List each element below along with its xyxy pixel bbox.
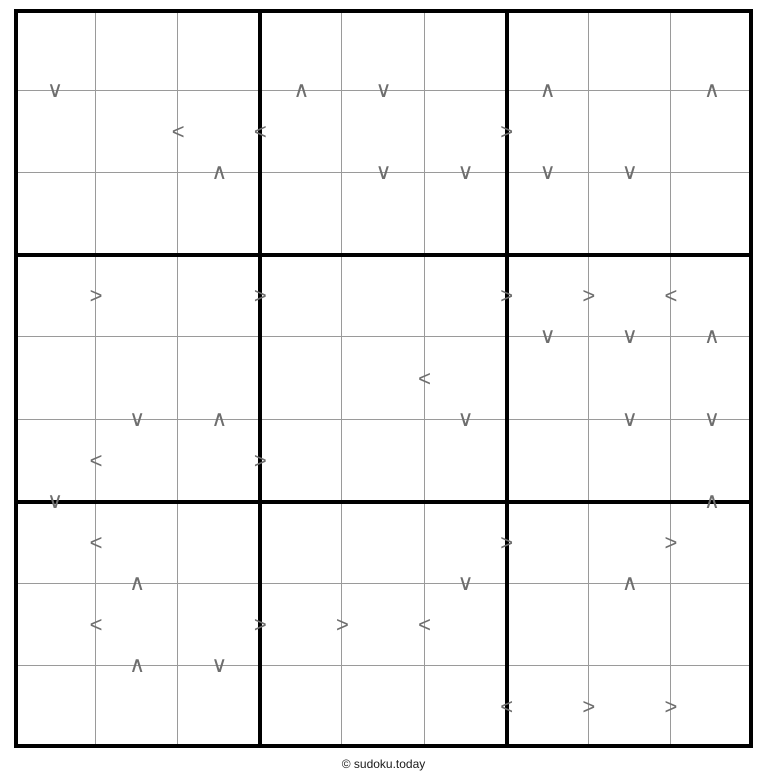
sudoku-cell[interactable] bbox=[507, 502, 589, 584]
sudoku-cell[interactable] bbox=[14, 666, 96, 748]
sudoku-cell[interactable] bbox=[589, 173, 671, 255]
comparison-sign-vertical: ∨ bbox=[129, 405, 146, 431]
sudoku-cell[interactable] bbox=[671, 91, 753, 173]
sudoku-cell[interactable] bbox=[507, 420, 589, 502]
comparison-sign-vertical: ∨ bbox=[457, 569, 474, 595]
comparison-sign-vertical: ∨ bbox=[375, 159, 392, 185]
sudoku-cell[interactable] bbox=[96, 666, 178, 748]
sudoku-cell[interactable] bbox=[14, 584, 96, 666]
block-line-horizontal bbox=[14, 500, 753, 504]
comparison-sign-vertical: ∧ bbox=[211, 159, 228, 185]
comparison-sign-vertical: ∨ bbox=[211, 651, 228, 677]
sudoku-board[interactable] bbox=[14, 9, 753, 748]
sudoku-cell[interactable] bbox=[425, 584, 507, 666]
sudoku-cell[interactable] bbox=[425, 666, 507, 748]
sudoku-cell[interactable] bbox=[671, 502, 753, 584]
sudoku-cell[interactable] bbox=[342, 666, 424, 748]
sudoku-cell[interactable] bbox=[507, 666, 589, 748]
comparison-sign-vertical: ∧ bbox=[703, 77, 720, 103]
sudoku-cell[interactable] bbox=[342, 255, 424, 337]
sudoku-cell[interactable] bbox=[178, 173, 260, 255]
comparison-sign-horizontal: < bbox=[418, 611, 431, 637]
sudoku-cell[interactable] bbox=[342, 420, 424, 502]
comparison-sign-vertical: ∧ bbox=[621, 569, 638, 595]
sudoku-cell[interactable] bbox=[260, 91, 342, 173]
block-line-vertical bbox=[14, 9, 18, 748]
sudoku-cell[interactable] bbox=[96, 91, 178, 173]
sudoku-cell[interactable] bbox=[425, 255, 507, 337]
comparison-sign-vertical: ∧ bbox=[703, 487, 720, 513]
comparison-sign-vertical: ∨ bbox=[703, 405, 720, 431]
comparison-sign-horizontal: < bbox=[89, 529, 103, 555]
comparison-sign-horizontal: > bbox=[253, 447, 267, 473]
sudoku-cell[interactable] bbox=[671, 173, 753, 255]
sudoku-cell[interactable] bbox=[14, 337, 96, 419]
sudoku-cell[interactable] bbox=[342, 173, 424, 255]
sudoku-cell[interactable] bbox=[507, 337, 589, 419]
sudoku-cell[interactable] bbox=[589, 9, 671, 91]
comparison-sign-vertical: ∨ bbox=[46, 77, 64, 103]
footer-credit: © sudoku.today bbox=[341, 757, 426, 771]
sudoku-cell[interactable] bbox=[589, 584, 671, 666]
comparison-sign-vertical: ∧ bbox=[129, 651, 146, 677]
sudoku-cell[interactable] bbox=[342, 584, 424, 666]
comparison-sign-horizontal: < bbox=[500, 693, 514, 719]
comparison-sign-vertical: ∨ bbox=[621, 159, 638, 185]
sudoku-cell[interactable] bbox=[425, 9, 507, 91]
sudoku-cell[interactable] bbox=[96, 420, 178, 502]
comparison-sign-vertical: ∨ bbox=[621, 323, 638, 349]
comparison-sign-horizontal: > bbox=[253, 611, 267, 637]
sudoku-cell[interactable] bbox=[96, 9, 178, 91]
comparison-sign-vertical: ∧ bbox=[211, 405, 228, 431]
sudoku-cell[interactable] bbox=[178, 502, 260, 584]
comparison-sign-horizontal: < bbox=[171, 119, 185, 145]
sudoku-cell[interactable] bbox=[14, 173, 96, 255]
sudoku-cell[interactable] bbox=[342, 502, 424, 584]
sudoku-cell[interactable] bbox=[507, 584, 589, 666]
sudoku-cell[interactable] bbox=[14, 91, 96, 173]
comparison-sign-horizontal: > bbox=[89, 283, 103, 309]
sudoku-cell[interactable] bbox=[589, 666, 671, 748]
comparison-sign-vertical: ∧ bbox=[539, 77, 556, 103]
sudoku-cell[interactable] bbox=[96, 173, 178, 255]
sudoku-cell[interactable] bbox=[671, 584, 753, 666]
sudoku-cell[interactable] bbox=[96, 255, 178, 337]
comparison-sign-horizontal: < bbox=[253, 119, 267, 145]
comparison-sign-horizontal: > bbox=[664, 529, 678, 555]
sudoku-cell[interactable] bbox=[260, 584, 342, 666]
comparison-sign-vertical: ∨ bbox=[621, 405, 638, 431]
comparison-sign-horizontal: > bbox=[253, 283, 267, 309]
comparison-sign-horizontal: < bbox=[89, 447, 103, 473]
sudoku-cell[interactable] bbox=[260, 420, 342, 502]
comparison-sign-vertical: ∨ bbox=[457, 159, 474, 185]
sudoku-cell[interactable] bbox=[260, 666, 342, 748]
comparison-sign-horizontal: > bbox=[582, 283, 596, 309]
comparison-sign-horizontal: > bbox=[500, 283, 514, 309]
comparison-sign-vertical: ∨ bbox=[539, 159, 556, 185]
sudoku-cell[interactable] bbox=[178, 666, 260, 748]
comparison-sign-horizontal: > bbox=[336, 611, 349, 637]
sudoku-grid[interactable] bbox=[14, 9, 753, 748]
sudoku-cell[interactable] bbox=[260, 255, 342, 337]
comparison-sign-vertical: ∨ bbox=[539, 323, 556, 349]
comparison-sign-vertical: ∧ bbox=[703, 323, 720, 349]
block-line-horizontal bbox=[14, 9, 753, 13]
block-line-horizontal bbox=[14, 744, 753, 748]
sudoku-cell[interactable] bbox=[260, 502, 342, 584]
comparison-sign-horizontal: > bbox=[500, 529, 514, 555]
comparison-sign-horizontal: > bbox=[582, 693, 596, 719]
comparison-sign-horizontal: > bbox=[664, 693, 678, 719]
sudoku-cell[interactable] bbox=[671, 666, 753, 748]
sudoku-cell[interactable] bbox=[260, 337, 342, 419]
sudoku-cell[interactable] bbox=[178, 255, 260, 337]
sudoku-cell[interactable] bbox=[14, 255, 96, 337]
sudoku-cell[interactable] bbox=[178, 420, 260, 502]
sudoku-cell[interactable] bbox=[342, 337, 424, 419]
sudoku-cell[interactable] bbox=[14, 502, 96, 584]
sudoku-cell[interactable] bbox=[589, 420, 671, 502]
comparison-sign-vertical: ∨ bbox=[375, 77, 392, 103]
comparison-sign-horizontal: > bbox=[500, 119, 514, 145]
block-line-horizontal bbox=[14, 253, 753, 257]
comparison-sign-vertical: ∨ bbox=[457, 405, 474, 431]
sudoku-cell[interactable] bbox=[178, 9, 260, 91]
comparison-sign-horizontal: < bbox=[89, 611, 103, 637]
sudoku-cell[interactable] bbox=[260, 173, 342, 255]
comparison-sign-vertical: ∧ bbox=[293, 77, 310, 103]
sudoku-cell[interactable] bbox=[425, 420, 507, 502]
sudoku-cell[interactable] bbox=[507, 173, 589, 255]
comparison-sign-horizontal: < bbox=[664, 283, 678, 309]
sudoku-cell[interactable] bbox=[425, 173, 507, 255]
comparison-sign-vertical: ∨ bbox=[46, 487, 64, 513]
comparison-sign-horizontal: < bbox=[418, 365, 431, 391]
block-line-vertical bbox=[749, 9, 753, 748]
comparison-sign-vertical: ∧ bbox=[129, 569, 146, 595]
